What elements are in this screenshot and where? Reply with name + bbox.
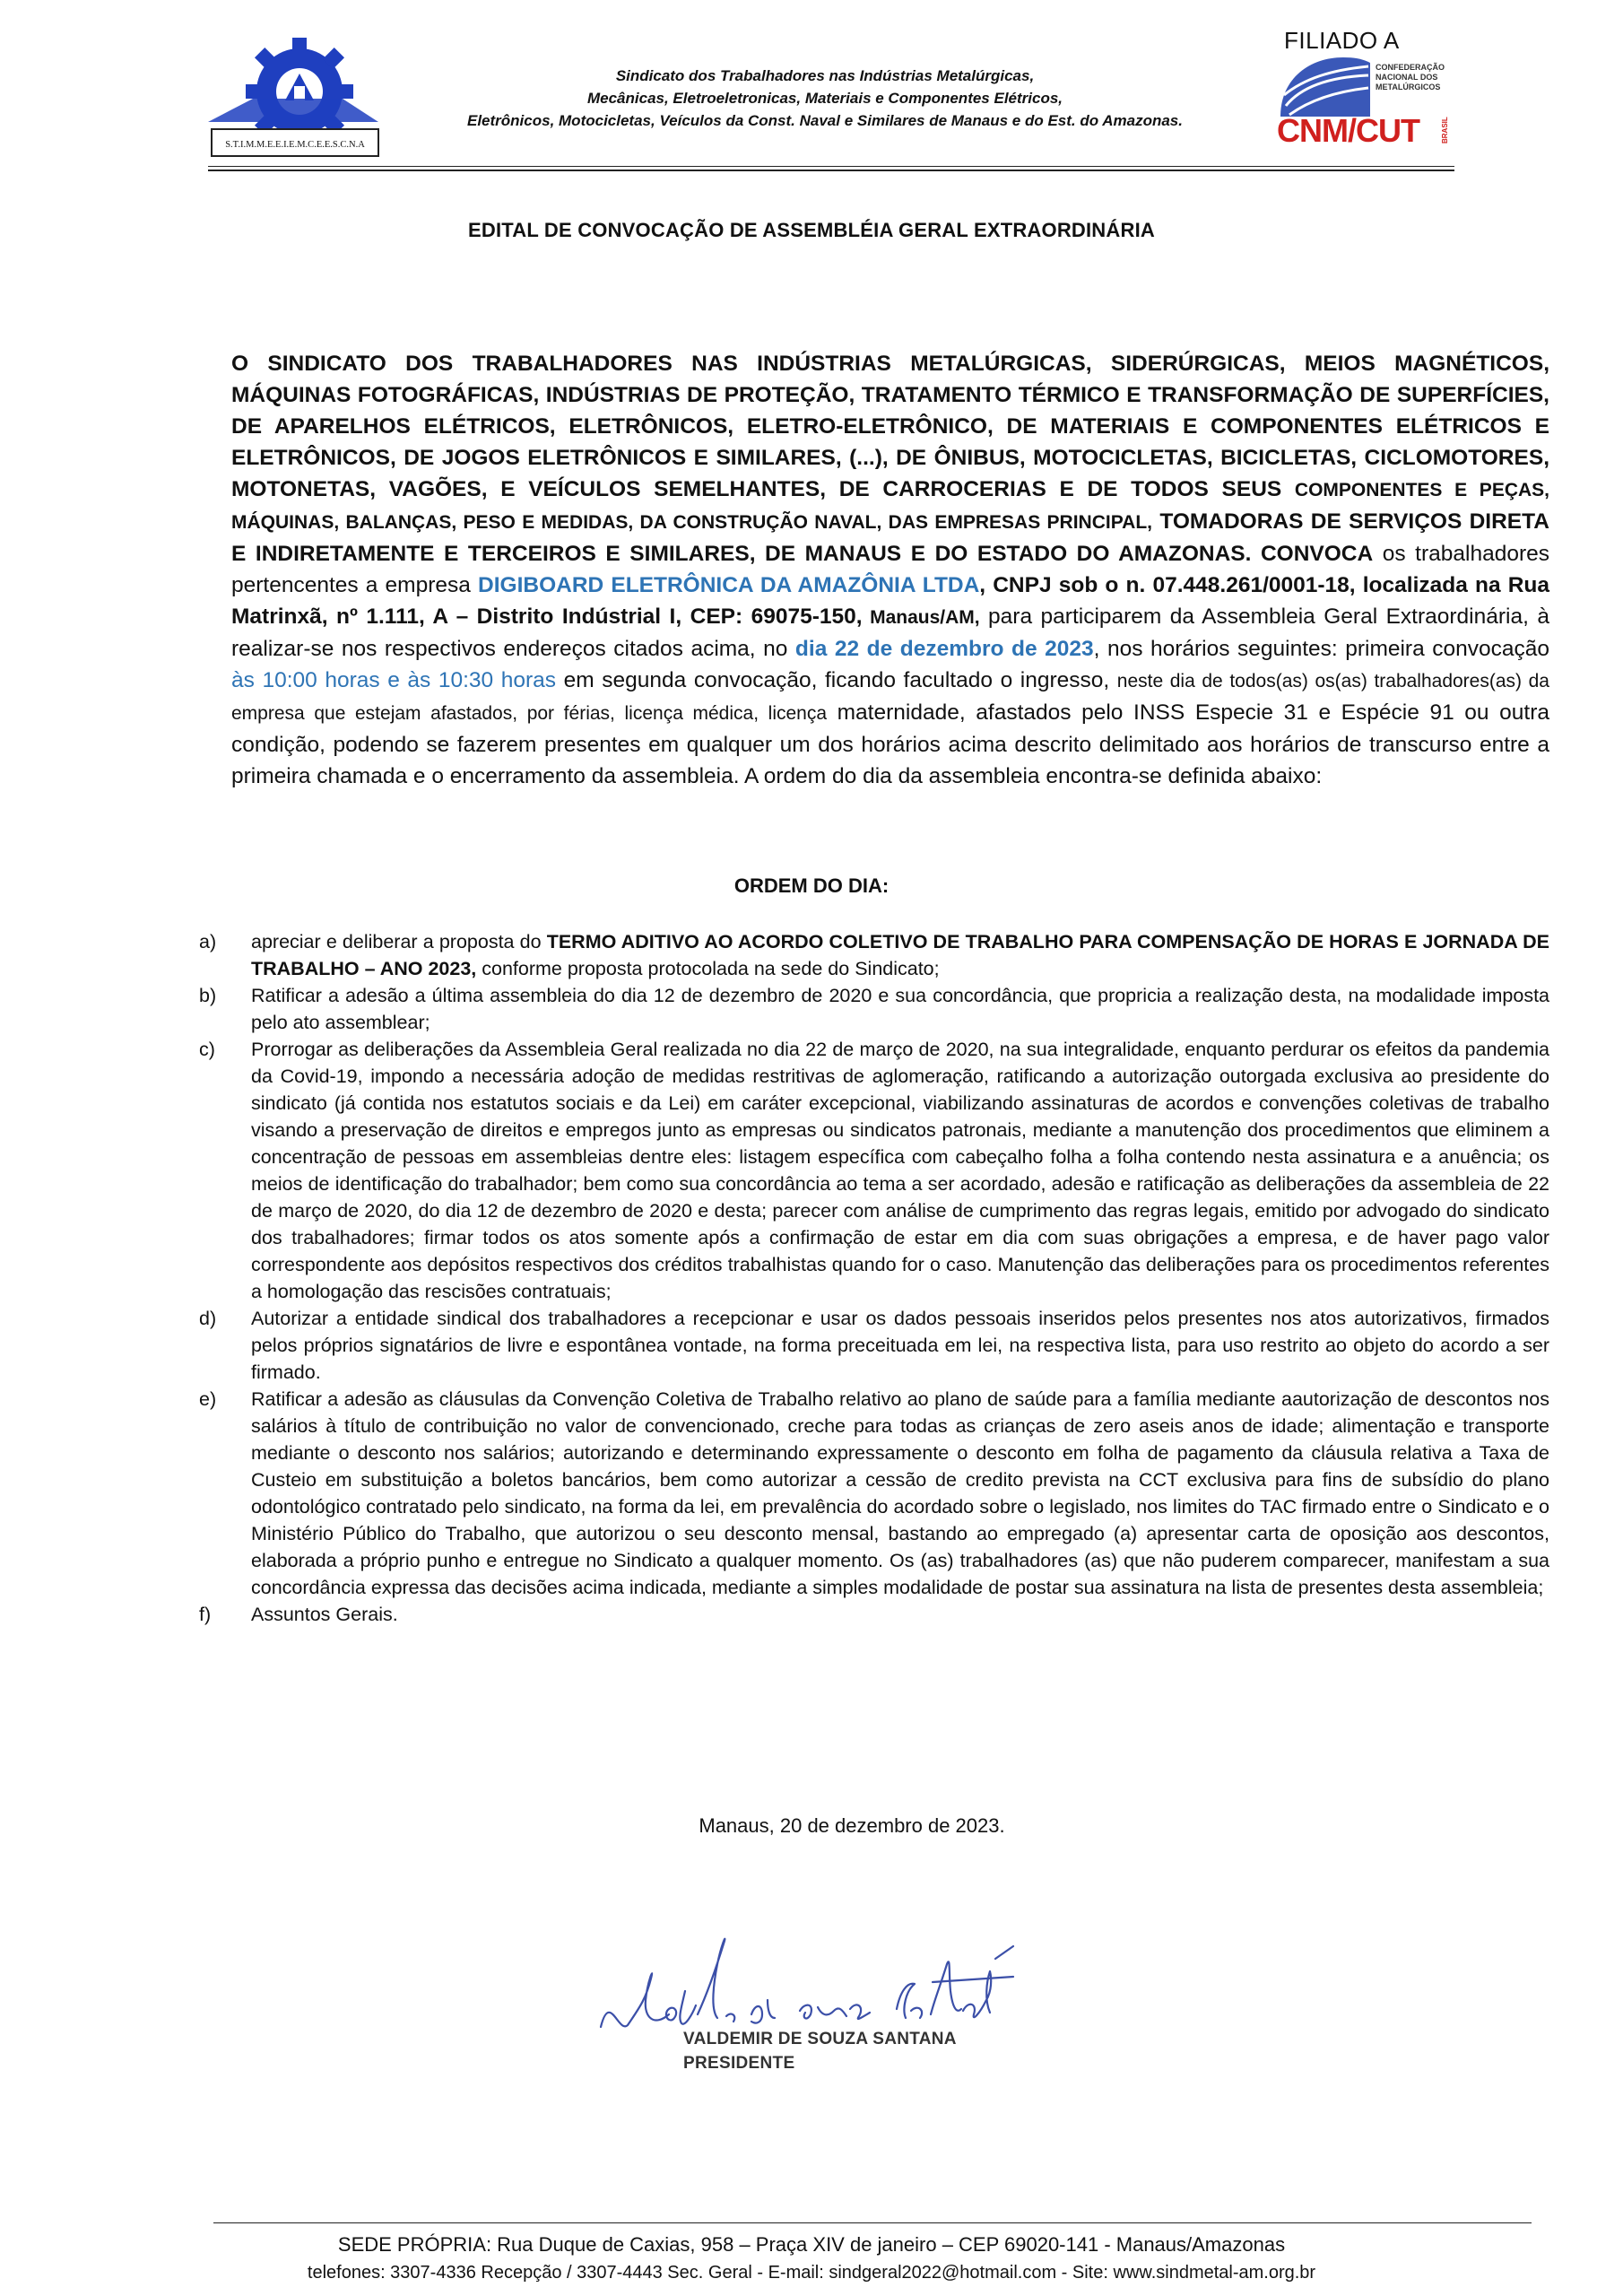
company-city: Manaus/AM, [862,607,980,628]
agenda-item-letter: b) [199,985,217,1006]
footer-address: SEDE PRÓPRIA: Rua Duque de Caxias, 958 – Praça XIV de janeiro – CEP 69020-141 - Manaus/Amazonas [337,2233,1286,2256]
intro-text-1: os trabalhadores pertencentes a empresa [231,542,1549,597]
intro-text-6: maternidade, afastados pelo INSS Especie 31 e Espécie 91 ou outra condição, podendo se fazerem presentes em qualquer um dos horários acima descrito delimitado aos horários de transcurso entre a primeira chamada e o encerramento da assembleia. A ordem do dia da assembleia encontra-se definida abaixo: [231,700,1550,788]
convocation-paragraph [231,348,1549,792]
globe-icon [1280,57,1370,117]
signatory-name: VALDEMIR DE SOUZA SANTANA [683,2030,957,2048]
union-name-line-2: Mecânicas, Eletroeletronicas, Materiais e Componentes Elétricos, [586,90,1063,107]
intro-union-name: O SINDICATO DOS TRABALHADORES NAS INDÚSTRIAS METALÚRGICAS, SIDERÚRGICAS, MEIOS MAGNÉTICOS, MÁQUINAS FOTOGRÁFICAS, INDÚSTRIAS DE PROTEÇÃO, TRATAMENTO TÉRMICO E TRANSFORMAÇÃO DE SUPERFÍCIES, DE APARELHOS ELÉTRICOS, ELETRÔNICOS, ELETRO-ELETRÔNICO, DE MATERIAIS E COMPONENTES ELÉTRICOS E ELETRÔNICOS, DE JOGOS ELETRÔNICOS E SIMILARES, (...), DE ÔNIBUS, MOTOCICLETAS, BICICLETAS, CICLOMOTORES, MOTONETAS, VAGÕES, E VEÍCULOS SEMELHANTES, DE CARROCERIAS E DE TODOS SEUS [231,352,1549,501]
intro-union-name-3: TOMADORAS DE SERVIÇOS DIRETA E INDIRETAMENTE E TERCEIROS E SIMILARES, DE MANAUS E DO ESTADO DO AMAZONAS. CONVOCA [231,509,1549,566]
affiliation-label: FILIADO A [1284,27,1400,54]
union-name [421,65,1228,132]
assembly-times: às 10:00 horas e às 10:30 horas [231,668,557,692]
agenda-item-text: Ratificar a adesão a última assembleia do dia 12 de dezembro de 2020 e sua concordância, que propricia a realização desta, na modalidade imposta pelo ato assemblear; [251,985,1549,1033]
assembly-date: dia 22 de dezembro de 2023 [794,637,1094,661]
agenda-item-text: Prorrogar as deliberações da Assembleia Geral realizada no dia 22 de março de 2020, na sua integralidade, enquanto perdurar os efeitos da pandemia da Covid-19, impondo a necessária adoção de medidas restritivas de aglomeração, ratificando a autorização outorgada exclusiva ao presidente do sindicato (já contida nos estatutos sociais e da Lei) em caráter excepcional, viabilizando assinaturas de acordos e convenções coletivas de trabalho visando a preservação de direitos e empregos junto as empresas ou sindicatos patronais, mediante a manutenção dos procedimentos que eliminem a concentração de pessoas em assembleias dentre eles: listagem específica com cabeçalho folha a folha contendo nesta assinatura e a anuência; os meios de identificação do trabalhador; bem como sua concordância ao tema a ser acordado, adesão e ratificação as deliberações da assembleia de 22 de março de 2020, do dia 12 de dezembro de 2020 e desta; parecer com análise de cumprimento das regras legais, emitido por advogado do sindicato dos trabalhadores; firmar todos os atos somente após a confirmação de estar em dia com suas obrigações a empresa, e de haver pago valor correspondente aos depósitos respectivos dos créditos trabalhistas quando for o caso. Manutenção das deliberações para os procedimentos referentes a homologação das rescisões contratuais; [251,1039,1549,1302]
agenda-item-text: Autorizar a entidade sindical dos trabalhadores a recepcionar e usar os dados pessoais inseridos pelos presentes nos atos autorizativos, firmados pelos próprios signatários de livre e espontânea vontade, na forma preceituada em lei, na respectiva lista, para uso restrito ao objeto do acordo a ser firmado. [251,1308,1549,1383]
agenda-item-letter: a) [199,931,217,952]
agenda-item [199,1601,1549,1628]
agenda-item-letter: d) [199,1308,217,1329]
signatory-role: PRESIDENTE [683,2054,795,2073]
agenda-item-text-post: conforme proposta protocolada na sede do Sindicato; [476,958,940,979]
intro-text-4: em segunda convocação, ficando facultado o ingresso, [556,668,1117,692]
union-name-line-1: Sindicato dos Trabalhadores nas Indústrias Metalúrgicas, [615,67,1035,84]
cnm-subtext-2: NACIONAL DOS [1376,73,1438,82]
place-and-date: Manaus, 20 de dezembro de 2023. [699,1814,1005,1837]
agenda-item [199,1305,1549,1386]
agenda-item [199,1036,1549,1305]
document-title: EDITAL DE CONVOCAÇÃO DE ASSEMBLÉIA GERAL EXTRAORDINÁRIA [468,219,1155,241]
cnm-subtext-3: METALÚRGICOS [1376,83,1441,91]
cnm-subtext-1: CONFEDERAÇÃO [1376,63,1445,72]
agenda-item-text-pre: apreciar e deliberar a proposta do [251,931,547,952]
handwritten-signature [592,1928,1067,2072]
agenda-item [199,982,1549,1036]
intro-union-name-2: COMPONENTES E PEÇAS, MÁQUINAS, BALANÇAS, PESO E MEDIDAS, DA CONSTRUÇÃO NAVAL, DAS EMPRESAS PRINCIPAL, [231,480,1549,533]
union-name-line-3: Eletrônicos, Motocicletas, Veículos da Const. Naval e Similares de Manaus e do Est. do Amazonas. [467,112,1183,129]
agenda-item-text-bold: TERMO ADITIVO AO ACORDO COLETIVO DE TRABALHO PARA COMPENSAÇÃO DE HORAS E JORNADA DE TRABALHO – ANO 2023, [251,931,1549,979]
agenda-item-text [251,928,1549,982]
union-logo [199,36,387,170]
intro-text-2: para participarem da Assembleia Geral Extraordinária, à realizar-se nos respectivos endereços citados acima, no [231,604,1549,661]
agenda-title: ORDEM DO DIA: [733,874,890,897]
company-details: , CNPJ sob o n. 07.448.261/0001-18, localizada na Rua Matrinxã, nº 1.111, A – Distrito Indústrial I, CEP: 69075-150, [231,573,1549,629]
company-name: DIGIBOARD ELETRÔNICA DA AMAZÔNIA LTDA [478,573,980,597]
cnm-cut-logo [1273,52,1453,151]
cnm-cut-text: CNM/CUT [1277,112,1419,149]
intro-text-3: , nos horários seguintes: primeira convocação [1093,637,1549,661]
agenda-item-letter: c) [199,1039,215,1060]
footer-divider [213,2222,1532,2223]
cnm-side-text: BRASIL [1441,117,1449,144]
header-divider [208,166,1454,167]
header-divider-thick [208,170,1454,171]
agenda-item-letter: e) [199,1388,217,1410]
union-logo-text: S.T.I.M.M.E.E.I.E.M.C.E.E.S.C.N.A [225,140,365,150]
intro-text-5: neste dia de todos(as) os(as) trabalhadores(as) da empresa que estejam afastados, por férias, licença médica, licença [231,671,1549,724]
agenda-item [199,1386,1549,1601]
footer-contacts: telefones: 3307-4336 Recepção / 3307-4443 Sec. Geral - E-mail: sindgeral2022@hotmail.com - Site: www.sindmetal-am.org.br [307,2263,1316,2283]
agenda-item [199,928,1549,982]
agenda-item-text: Ratificar a adesão as cláusulas da Convenção Coletiva de Trabalho relativo ao plano de saúde para a família mediante aautorização de descontos nos salários à título de contribuição no valor de convencionado, creche para todas as crianças de zero aseis anos de idade; alimentação e transporte mediante o desconto nos salários; autorizando e determinando expressamente o desconto em folha de pagamento da cláusula relativa a Taxa de Custeio em substituição a boletos bancários, bem como autorizar a cessão de credito prevista na CCT exclusiva para fins de subsídio do plano odontológico contratado pelo sindicato, na forma da lei, em prevalência do acordado sobre o legislado, nos limites do TAC firmado entre o Sindicato e o Ministério Público do Trabalho, que autorizou o seu desconto mensal, bastando ao empregado (a) apresentar carta de oposição aos descontos, elaborada a próprio punho e entregue no Sindicato a qualquer momento. Os (as) trabalhadores (as) que não puderem comparecer, manifestam a sua concordância expressa das decisões acima indicada, mediante a simples modalidade de postar sua assinatura na lista de presentes desta assembleia; [251,1388,1549,1598]
agenda-list [199,928,1549,1628]
agenda-item-letter: f) [199,1604,212,1625]
agenda-item-text: Assuntos Gerais. [251,1604,398,1625]
